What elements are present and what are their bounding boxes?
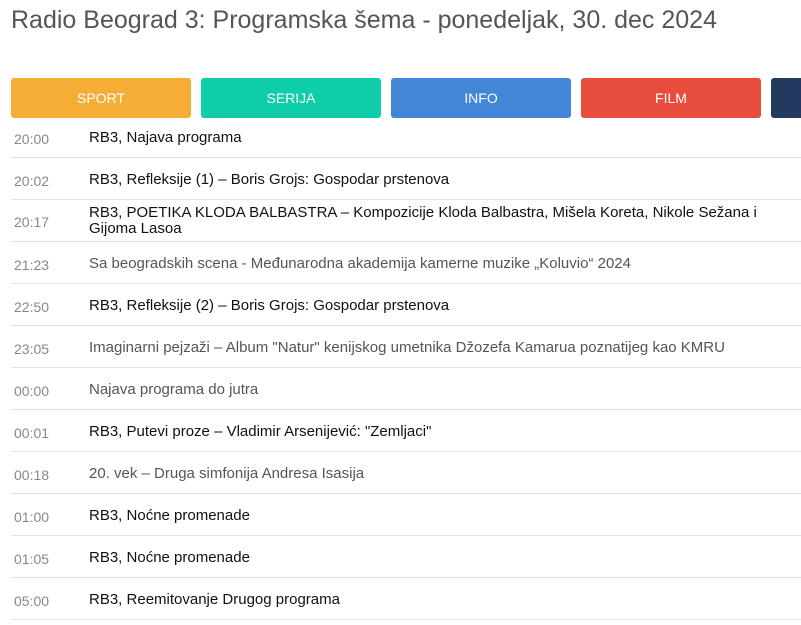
schedule-time: 22:50 <box>14 299 50 315</box>
category-film-button[interactable]: FILM <box>581 78 761 118</box>
schedule-row[interactable] <box>11 494 801 536</box>
category-info-button[interactable]: INFO <box>391 78 571 118</box>
schedule-title[interactable]: RB3, POETIKA KLODA BALBASTRA – Kompozicije Kloda Balbastra, Mišela Koreta, Nikole Sežana i Gijoma Lasoa <box>89 204 757 237</box>
schedule-row[interactable] <box>11 536 801 578</box>
schedule-row[interactable] <box>11 284 801 326</box>
schedule-time: 01:05 <box>14 551 50 567</box>
schedule-row[interactable] <box>11 452 801 494</box>
schedule-title[interactable]: RB3, Refleksije (2) – Boris Grojs: Gospodar prstenova <box>89 297 450 314</box>
schedule-time: 21:23 <box>14 257 50 273</box>
schedule-title[interactable]: RB3, Refleksije (1) – Boris Grojs: Gospodar prstenova <box>89 171 450 188</box>
schedule-title[interactable]: RB3, Najava programa <box>89 129 242 146</box>
schedule-time: 20:02 <box>14 173 50 189</box>
schedule-title[interactable]: Imaginarni pejzaži – Album "Natur" kenijskog umetnika Džozefa Kamarua poznatijeg kao KMRU <box>89 339 725 356</box>
schedule-row[interactable] <box>11 158 801 200</box>
schedule-row[interactable] <box>11 118 801 158</box>
schedule-list <box>11 118 801 620</box>
category-more-button[interactable] <box>771 78 801 118</box>
schedule-row[interactable] <box>11 242 801 284</box>
schedule-row[interactable] <box>11 368 801 410</box>
schedule-time: 20:17 <box>14 214 50 230</box>
schedule-time: 20:00 <box>14 131 50 147</box>
schedule-title[interactable]: Najava programa do jutra <box>89 381 259 398</box>
schedule-time: 01:00 <box>14 509 50 525</box>
schedule-title[interactable]: RB3, Noćne promenade <box>89 507 250 524</box>
schedule-time: 23:05 <box>14 341 50 357</box>
schedule-time: 00:18 <box>14 467 50 483</box>
schedule-time: 00:01 <box>14 425 50 441</box>
schedule-title[interactable]: Sa beogradskih scena - Međunarodna akademija kamerne muzike „Koluvio“ 2024 <box>89 255 631 272</box>
category-serija-button[interactable]: SERIJA <box>201 78 381 118</box>
schedule-row[interactable] <box>11 326 801 368</box>
schedule-title[interactable]: RB3, Reemitovanje Drugog programa <box>89 591 340 608</box>
category-sport-button[interactable]: SPORT <box>11 78 191 118</box>
schedule-time: 05:00 <box>14 593 50 609</box>
schedule-row[interactable] <box>11 578 801 620</box>
page-title: Radio Beograd 3: Programska šema - ponedeljak, 30. dec 2024 <box>11 6 717 34</box>
schedule-title[interactable]: 20. vek – Druga simfonija Andresa Isasija <box>89 465 365 482</box>
schedule-row[interactable] <box>11 410 801 452</box>
category-bar <box>11 78 801 118</box>
schedule-row[interactable] <box>11 200 801 242</box>
schedule-time: 00:00 <box>14 383 50 399</box>
schedule-title[interactable]: RB3, Noćne promenade <box>89 549 250 566</box>
schedule-title[interactable]: RB3, Putevi proze – Vladimir Arsenijević: "Zemljaci" <box>89 423 432 440</box>
